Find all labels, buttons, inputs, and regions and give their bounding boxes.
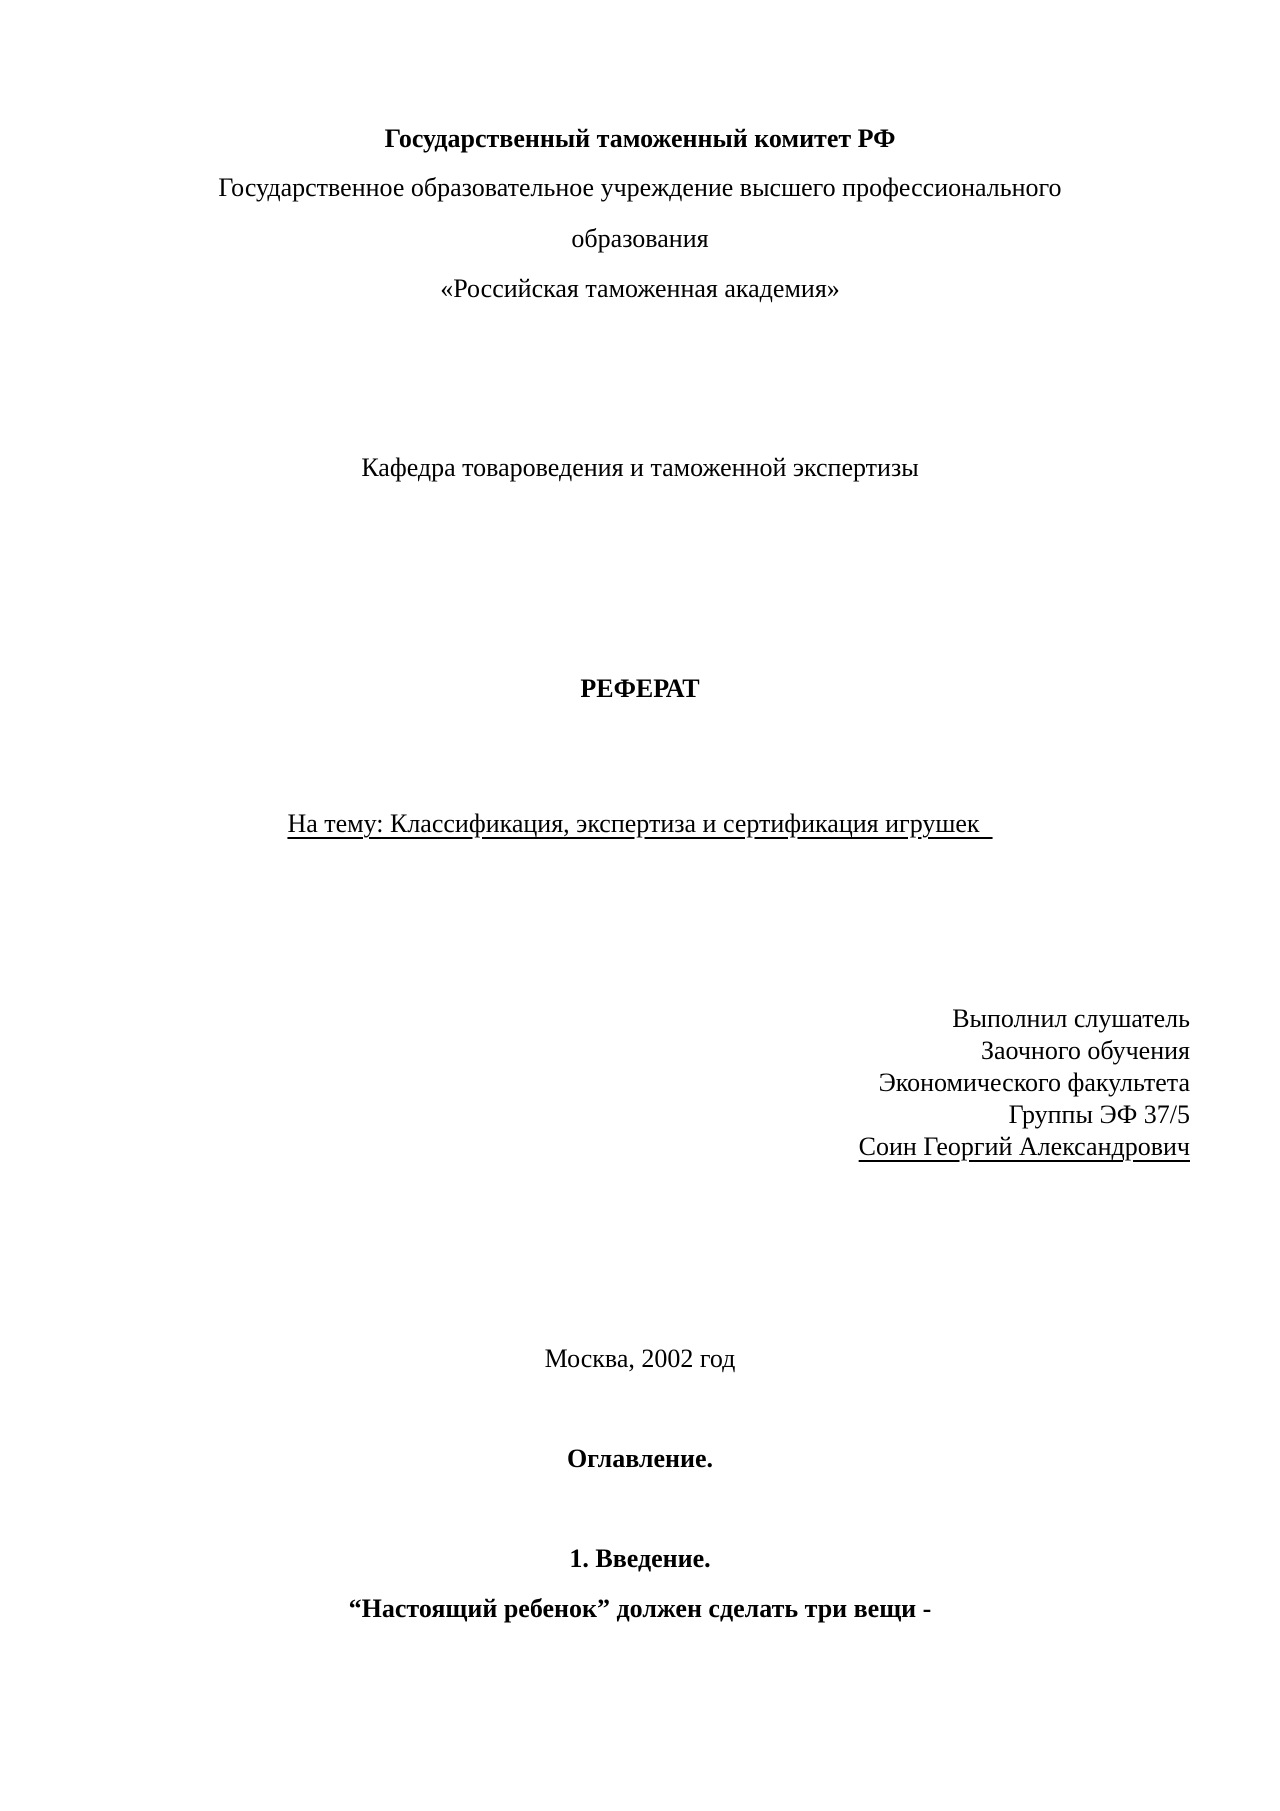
author-study-form: Заочного обучения <box>980 1036 1190 1065</box>
section-1-title: 1. Введение. <box>569 1544 711 1573</box>
author-group: Группы ЭФ 37/5 <box>1008 1100 1190 1129</box>
topic-line <box>0 808 1280 840</box>
author-faculty: Экономического факультета <box>878 1068 1190 1097</box>
committee-heading: Государственный таможенный комитет РФ <box>384 124 896 153</box>
institution-line-2: образования <box>571 224 709 253</box>
document-type: РЕФЕРАТ <box>580 674 700 703</box>
topic-text: На тему: Классификация, экспертиза и сертификация игрушек <box>287 809 993 838</box>
author-block <box>590 1003 1190 1163</box>
toc-title: Оглавление. <box>566 1444 714 1473</box>
institution-line-1: Государственное образовательное учреждение высшего профессионального <box>218 173 1062 202</box>
author-role: Выполнил слушатель <box>952 1004 1190 1033</box>
academy-name: «Российская таможенная академия» <box>440 274 840 303</box>
place-year: Москва, 2002 год <box>544 1344 736 1373</box>
author-name: Соин Георгий Александрович <box>858 1132 1190 1161</box>
department-name: Кафедра товароведения и таможенной экспертизы <box>361 453 919 482</box>
author-name-wrap <box>590 1131 1190 1163</box>
epigraph-line: “Настоящий ребенок” должен сделать три вещи - <box>348 1594 932 1623</box>
